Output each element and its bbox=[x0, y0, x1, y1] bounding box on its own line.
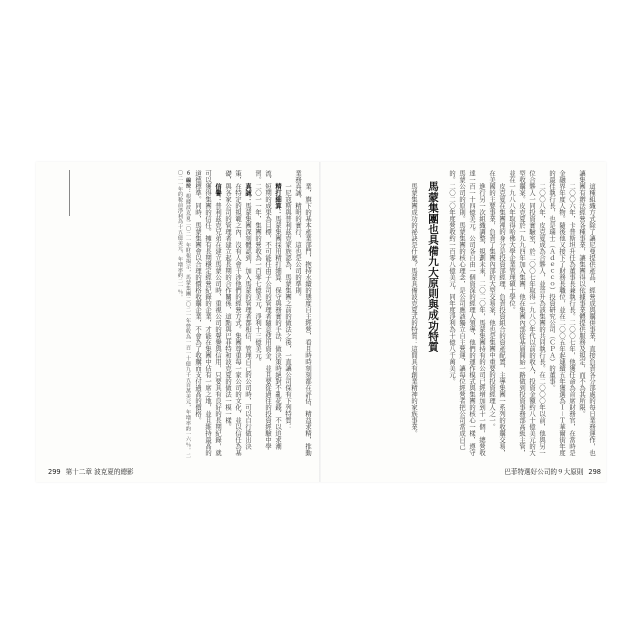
trait-frugal bbox=[252, 170, 282, 460]
trait-sincere bbox=[222, 170, 252, 460]
right-running-head: 巴菲特選好公司的９大原則 bbox=[504, 468, 584, 476]
right-page-body bbox=[336, 170, 596, 460]
footnote-rule bbox=[69, 170, 70, 216]
trait-frugal-label: 精打細算： bbox=[274, 182, 281, 216]
right-paragraph-3: 二〇〇八年，皮克夏成為合夥人，並晉升為該集團的共同執行長。在二〇〇〇年以前，他與另一位合夥人一同投資實驗室，於二〇〇七年取得一九八〇年代以前的收入，投資金額約八十億美元的大型收購案。皮克夏於一九九四年加入集團，他在集團內部從基層開始一路做到投資事務部高級主管，並在一九八八年取得哈佛大學企業管理碩士學位。 bbox=[508, 170, 545, 456]
right-paragraph-2: 二〇〇六年，卡普斯坦升任為董事長兼執行長。二〇〇七年，他獲任命為首席財務官，在當時是金融界年度人物。隨後他又接下了財務長職位，並在二〇〇五年起連續五年獲選為Ｉ－Ｔ華爾街年度的最佳執行長，也是瑞士（Ａｄｅｃｃｏ）投資研究公司（ＣＰＡ）的董事。 bbox=[548, 170, 575, 456]
trait-sincere-text: 馬蒙集團深刻體認到，加入馬蒙的管理者都相信，管理自己的公司時，可以自行做出決策，在特定的規範之內，沒有人會干涉他們的經營方式。集團尊重每一家公司的文化，並以信任為基礎，與各家公司的管理者建立起長期的合作關係，這點與巴菲特和波克夏的做法一模一樣。 bbox=[224, 170, 251, 456]
left-paragraph-2: 一尼寇斯與普利茲克家族認為，馬蒙集團之前的做法之後，一直讓公司保有下列特質： bbox=[284, 182, 291, 430]
left-page-number: 299 bbox=[48, 468, 61, 476]
trait-reputation bbox=[192, 170, 222, 460]
book-gutter bbox=[319, 162, 321, 482]
trait-sincere-label: 真誠： bbox=[244, 182, 251, 203]
left-footer bbox=[48, 466, 139, 476]
editor-note-text: 根據波克夏二〇二一年財報揭示，馬蒙集團二〇二一年營收為一百一十億九千五百萬美元，年增率約一六％。二〇二一年的稅前淨利為十五億美元，年增率約二一％。 bbox=[177, 170, 191, 459]
editor-note-label: ６ 編按： bbox=[185, 170, 191, 194]
right-paragraph-closing: 馬蒙集團成功的祕訣是什麼？馬蒙具備波克夏式的特質：這間具有創業精神的家族事業。 bbox=[410, 182, 417, 437]
trait-reputation-label: 信譽： bbox=[214, 182, 221, 203]
right-paragraph-1: 這種組織方式除了讓尼曼提供產品，經營成與購併事業，直接負責各分部處的每日業務運作，也讓集團有辦法經營各種事業，讓集團得以依據事業體提供服務及規定，而不為其所限。 bbox=[578, 170, 595, 456]
right-paragraph-5: 進行另一次組織調整，規劃未來，二〇二〇年，馬蒙集團持有的公司已經增加到十一個，總營收達一百一十四億美元。公司各自由一個資深的經理人領導，他們的運作模式與集團的核心一樣，遵守馬蒙公司的原則。馬蒙集團的核心理念，是公司應該獨立自主營運，讓每位經營者把公司當成自己的。二〇二〇年度營收約一百零八億美元，同年度淨利為十億八千萬美元。 bbox=[448, 170, 485, 456]
editor-note bbox=[176, 170, 192, 460]
left-paragraph-1: 業，旗下的基本產業部門，抱持水續的態度自主經營，看且時時刻刻都在評估、精益求精，推動業務真誠、精明的實行，這也是公司的準則。 bbox=[294, 170, 311, 456]
left-running-head: 第十二章 波克夏的總影 bbox=[65, 468, 134, 476]
trait-frugal-text: 馬蒙集團採用精打細算、保守與務實的手法，做決策時絕對不亂花錢、不以追求潮流、短期的成果為目標，不可能任由子公司的管理者隨意使用資金，並且要從過往的投資經驗中學習。二〇一一年，集團的營收為一百零七億美元，淨利十三億美元。 bbox=[254, 170, 281, 450]
right-paragraph-4: 皮克夏在集團裡的身分是投資部經理，負責投資組合的資產配置，主導集團一系列的收購交易，在美國的主要事業，負責了集團內部的大型交易案，他也是集團中重要的投資經理人之一。 bbox=[488, 170, 505, 456]
left-page-body bbox=[48, 170, 312, 460]
section-heading: 馬蒙集團也具備九大原則與成功特質 bbox=[427, 180, 439, 352]
right-footer bbox=[504, 466, 606, 476]
trait-reputation-text: 普利茲克兄弟在建立馬蒙公司時，重視公司的聲譽與信用，只要具有良好的長期紀錄，就可以獲得集團的信任。擁有長期穩定經營紀錄的企業，才能在集團中佔有一席之地，並且維持最高的道德標準。同時，馬蒙集團會以合理的價格收購企業，不會為了收購而支付過高的價格。 bbox=[194, 170, 221, 456]
right-page-number: 298 bbox=[588, 468, 601, 476]
